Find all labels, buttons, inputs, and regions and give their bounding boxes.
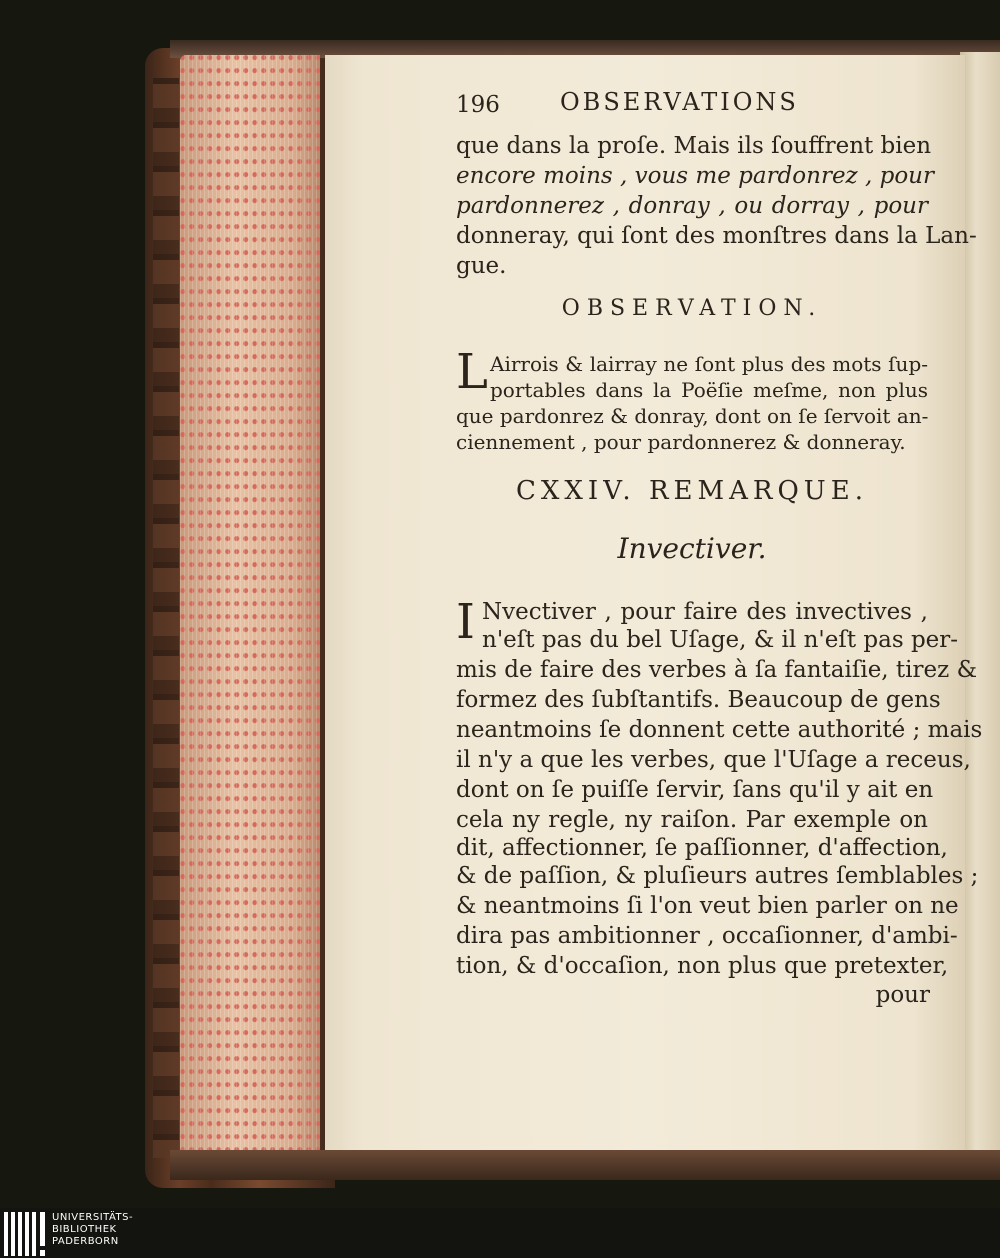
- observation-line: que pardonrez & donray, dont on ſe ſervoit an-: [456, 404, 929, 428]
- body-line: dont on ſe puiſſe ſervir, ſans qu'il y ait en: [456, 777, 934, 803]
- page-number: 196: [456, 92, 500, 118]
- body-line: dira pas ambitionner , occaſionner, d'ambi-: [456, 923, 958, 949]
- catchword: pour: [875, 982, 930, 1008]
- body-line: dit, affectionner, ſe paſſionner, d'affection,: [456, 835, 948, 861]
- body-line: & neantmoins ſi l'on veut bien parler on ne: [456, 893, 959, 919]
- body-line: formez des ſubſtantifs. Beaucoup de gens: [456, 687, 941, 713]
- library-footer: [0, 1208, 1000, 1258]
- drop-cap-i: I: [456, 594, 475, 650]
- library-name: [52, 1212, 133, 1248]
- para1-line: donneray, qui ſont des monſtres dans la Lan-: [456, 223, 977, 249]
- observation-line: Airrois & lairray ne ſont plus des mots ſup-: [490, 352, 928, 376]
- body-line: il n'y a que les verbes, que l'Uſage a receus,: [456, 747, 971, 773]
- library-name-line1: UNIVERSITÄTS-: [52, 1212, 134, 1223]
- remark-heading: CXXIV. REMARQUE.: [516, 476, 868, 506]
- observation-line: ciennement , pour pardonnerez & donneray.: [456, 430, 906, 454]
- para1-line: pardonnerez , donray , ou dorray , pour: [456, 193, 928, 219]
- library-name-line2: BIBLIOTHEK: [52, 1224, 117, 1235]
- body-line: Nvectiver , pour faire des invectives ,: [482, 599, 928, 625]
- para1-line: que dans la proſe. Mais ils ſouffrent bien: [456, 133, 932, 159]
- body-line: n'eſt pas du bel Uſage, & il n'eſt pas per-: [482, 627, 959, 653]
- body-line: tion, & d'occaſion, non plus que pretexter,: [456, 953, 949, 979]
- body-line: neantmoins ſe donnent cette authorité ; mais: [456, 717, 983, 743]
- body-line: & de paſſion, & pluſieurs autres ſemblables ;: [456, 863, 979, 889]
- body-line: cela ny regle, ny raiſon. Par exemple on: [456, 807, 928, 833]
- observation-heading: OBSERVATION.: [561, 296, 823, 321]
- drop-cap-l: L: [456, 344, 488, 400]
- observation-line: portables dans la Poëſie meſme, non plus: [490, 378, 928, 402]
- library-name-line3: PADERBORN: [52, 1236, 119, 1247]
- remark-subject: Invectiver.: [617, 532, 767, 565]
- library-logo-icon: [4, 1212, 46, 1256]
- para1-line: encore moins , vous me pardonrez , pour: [456, 163, 934, 189]
- body-line: mis de faire des verbes à ſa fantaiſie, tirez &: [456, 657, 978, 683]
- para1-line: gue.: [456, 253, 507, 279]
- running-head: OBSERVATIONS: [560, 88, 799, 116]
